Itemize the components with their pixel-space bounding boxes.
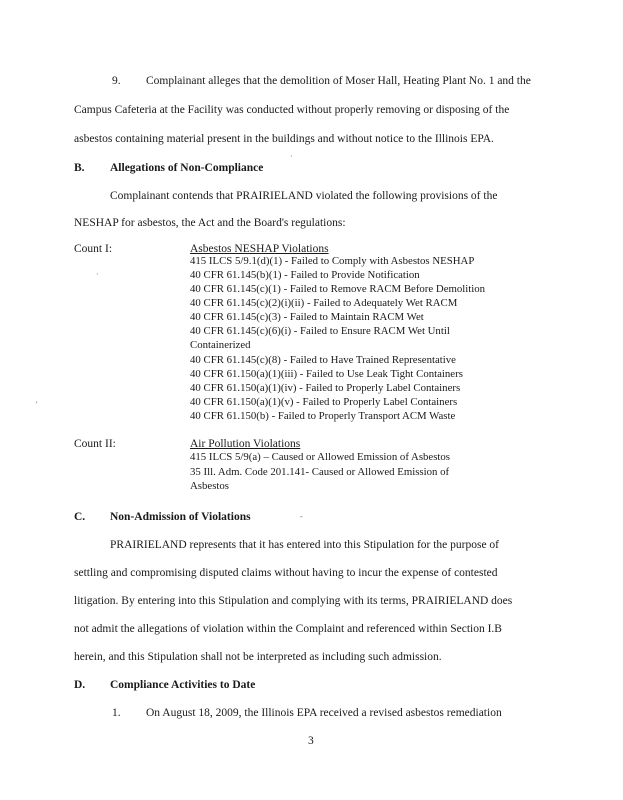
section-c-line-4: not admit the allegations of violation within the Complaint and referenced within Section I.B <box>74 623 502 635</box>
section-d-item1-number: 1. <box>112 707 121 719</box>
count1-item: 40 CFR 61.145(c)(2)(i)(ii) - Failed to Adequately Wet RACM <box>190 297 458 309</box>
count1-item: 40 CFR 61.145(b)(1) - Failed to Provide Notification <box>190 269 420 281</box>
section-d-heading: Compliance Activities to Date <box>110 679 256 691</box>
speck-mark: ' <box>36 400 38 409</box>
count1-item: 40 CFR 61.150(a)(1)(v) - Failed to Properly Label Containers <box>190 396 458 408</box>
para9-line-1: Complainant alleges that the demolition of Moser Hall, Heating Plant No. 1 and the <box>146 75 531 87</box>
count1-title: Asbestos NESHAP Violations <box>190 243 329 255</box>
count1-item: 40 CFR 61.150(a)(1)(iv) - Failed to Properly Label Containers <box>190 382 461 394</box>
count2-title: Air Pollution Violations <box>190 438 301 450</box>
para9-line-3: asbestos containing material present in the buildings and without notice to the Illinois EPA. <box>74 133 494 145</box>
count2-label: Count II: <box>74 438 116 450</box>
count2-item: 415 ILCS 5/9(a) – Caused or Allowed Emission of Asbestos <box>190 451 451 463</box>
speck-mark: · <box>96 270 99 279</box>
section-c-letter: C. <box>74 511 86 523</box>
count1-item: 40 CFR 61.145(c)(6)(i) - Failed to Ensure RACM Wet Until <box>190 325 450 337</box>
count1-item: 40 CFR 61.145(c)(3) - Failed to Maintain RACM Wet <box>190 311 424 323</box>
para9-number: 9. <box>112 75 121 87</box>
page-number: 3 <box>308 735 314 747</box>
section-d-letter: D. <box>74 679 86 691</box>
section-c-line-5: herein, and this Stipulation shall not be interpreted as including such admission. <box>74 651 442 663</box>
section-b-heading: Allegations of Non-Compliance <box>110 162 264 174</box>
count2-item-continuation: Asbestos <box>190 480 229 492</box>
section-b-line-2: NESHAP for asbestos, the Act and the Board's regulations: <box>74 217 346 229</box>
count1-item: 40 CFR 61.150(b) - Failed to Properly Transport ACM Waste <box>190 410 456 422</box>
speck-mark: · <box>290 152 293 161</box>
section-b-line-1: Complainant contends that PRAIRIELAND violated the following provisions of the <box>110 190 498 202</box>
count1-item-continuation: Containerized <box>190 339 251 351</box>
section-c-line-1: PRAIRIELAND represents that it has entered into this Stipulation for the purpose of <box>110 539 500 551</box>
speck-mark: - <box>300 512 303 521</box>
section-c-heading: Non-Admission of Violations <box>110 511 251 523</box>
para9-line-2: Campus Cafeteria at the Facility was conducted without properly removing or disposing of the <box>74 104 510 116</box>
section-d-item1-line: On August 18, 2009, the Illinois EPA received a revised asbestos remediation <box>146 707 502 719</box>
count1-label: Count I: <box>74 243 113 255</box>
count1-item: 415 ILCS 5/9.1(d)(1) - Failed to Comply with Asbestos NESHAP <box>190 255 475 267</box>
count1-item: 40 CFR 61.145(c)(8) - Failed to Have Trained Representative <box>190 354 456 366</box>
count2-item: 35 Ill. Adm. Code 201.141- Caused or Allowed Emission of <box>190 466 450 478</box>
count1-item: 40 CFR 61.150(a)(1)(iii) - Failed to Use Leak Tight Containers <box>190 368 463 380</box>
section-c-line-2: settling and compromising disputed claims without having to incur the expense of contested <box>74 567 498 579</box>
count1-item: 40 CFR 61.145(c)(1) - Failed to Remove RACM Before Demolition <box>190 283 486 295</box>
section-c-line-3: litigation. By entering into this Stipulation and complying with its terms, PRAIRIELAND does <box>74 595 513 607</box>
section-b-letter: B. <box>74 162 85 174</box>
